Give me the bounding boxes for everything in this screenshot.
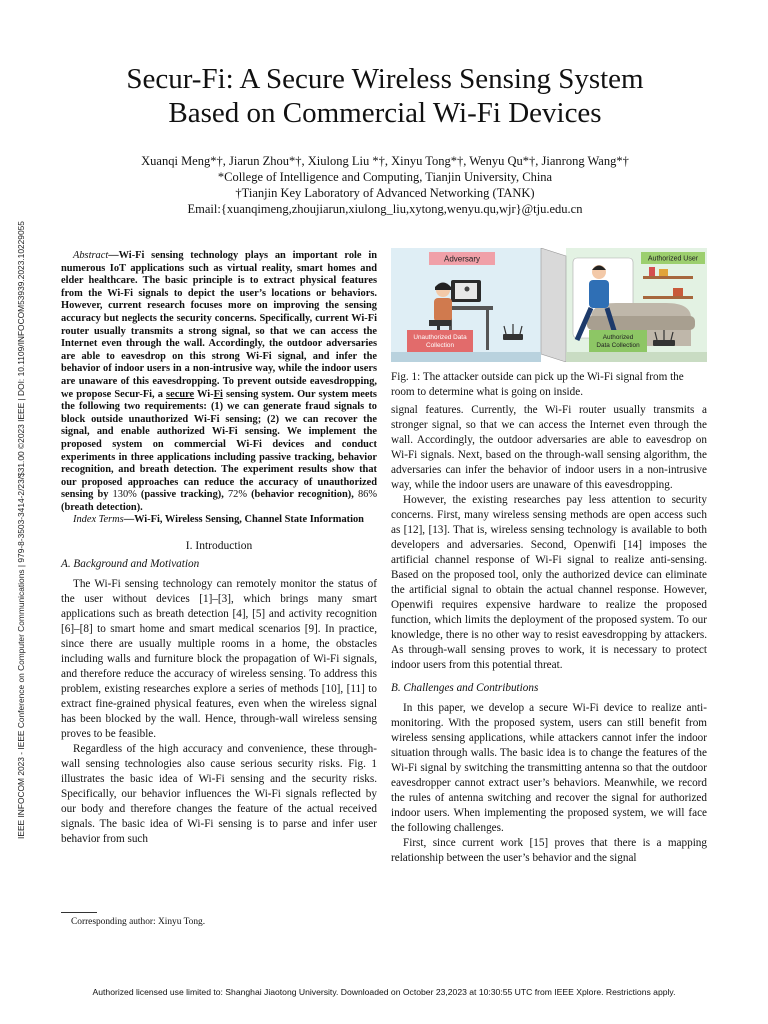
download-footer: Authorized licensed use limited to: Shanghai Jiaotong University. Downloaded on October 23,2023 at 10:30:55 UTC from IEEE Xplore. Restrictions apply. xyxy=(92,987,676,997)
affiliation-1: *College of Intelligence and Computing, Tianjin University, China xyxy=(217,170,553,184)
sofa-seat xyxy=(587,316,695,330)
paragraph-r2: However, the existing researches pay less attention to security concerns. First, many wireless sensing methods are open access such as [12], [13]. That is, wireless sensing technology is available to both developers and adversaries. Second, Openwifi [14] imposes the artificial channel response of Wi-Fi signal to realize anti-sensing. Based on the proposed tool, only the authorized device can eliminate the artificial signal to obtain the actual channel response. However, Openwifi requires expensive hardware to realize the proposed function, which limits the deployment of the proposed system. To our knowledge, there is no other way to resist eavesdropping by attackers. As through-wall sensing proves to work, it is necessary to protect indoor users from this potential threat. xyxy=(391,494,707,671)
email-line: Email:{xuanqimeng,zhoujiarun,xiulong_liu,xytong,wenyu.qu,wjr}@tju.edu.cn xyxy=(187,202,583,216)
abstract-label: Abstract xyxy=(73,250,109,261)
unauthorized-collection-label: Unauthorized Data Collection xyxy=(413,334,467,349)
indoor-router xyxy=(653,340,675,346)
index-terms-label: Index Terms xyxy=(73,514,124,526)
shelf-item-2 xyxy=(659,269,668,276)
wall xyxy=(541,248,566,362)
adversary-body xyxy=(434,298,452,322)
paragraph-b2: First, since current work [15] proves that there is a mapping relationship between the user’s behavior and the signal xyxy=(391,837,707,864)
author-block xyxy=(60,153,710,217)
shelf-bottom xyxy=(643,296,693,299)
user-body xyxy=(589,280,609,308)
adversary-chair-seat xyxy=(429,320,451,326)
title-line-1: Secur-Fi: A Secure Wireless Sensing System xyxy=(126,63,644,95)
paragraph-b1: In this paper, we develop a secure Wi-Fi device to realize anti-monitoring. With the proposed system, users can still benefit from wireless sensing applications, while attackers cannot infer the indoor situation through walls. The basic idea is to change the features of the Wi-Fi signal by switching the transmitting antenna so that the outdoor eavesdropper cannot extract user’s behaviors. Meanwhile, we record the rules of antenna switching and recover the signal for authorized indoor users. When implementing the proposed system, we will face the following challenges. xyxy=(391,702,707,834)
affiliation-2: †Tianjin Key Laboratory of Advanced Networking (TANK) xyxy=(235,186,535,200)
screen-person-icon xyxy=(465,287,470,292)
title-line-2: Based on Commercial Wi-Fi Devices xyxy=(168,97,602,129)
shelf-item-3 xyxy=(673,288,683,296)
indoor-floor xyxy=(566,352,707,362)
author-list: Xuanqi Meng*†, Jiarun Zhou*†, Xiulong Liu *†, Xinyu Tong*†, Wenyu Qu*†, Jianrong Wang*† xyxy=(141,154,629,168)
desk-leg-right xyxy=(486,310,489,350)
outdoor-floor xyxy=(391,352,541,362)
subsection-heading-a: A. Background and Motivation xyxy=(61,558,200,571)
sidebar-citation-text: IEEE INFOCOM 2023 - IEEE Conference on Computer Communications | 979-8-3503-3414-2/23/$31.00 ©2023 IEEE | DOI: 10.1109/INFOCOM53939.2023.10229055 xyxy=(16,221,26,839)
right-column xyxy=(391,403,707,866)
figure-1-caption: Fig. 1: The attacker outside can pick up the Wi-Fi signal from the room to determine what is going on inside. xyxy=(391,371,684,398)
authorized-collection-label: Authorized Data Collection xyxy=(596,334,640,349)
subsection-heading-b: B. Challenges and Contributions xyxy=(391,682,539,694)
index-terms: Index Terms—Wi-Fi, Wireless Sensing, Channel State Information xyxy=(73,514,364,526)
footnote: Corresponding author: Xinyu Tong. xyxy=(71,917,206,927)
sidebar-citation xyxy=(14,160,28,900)
shelf-item-1 xyxy=(649,267,655,276)
authorized-user-label: Authorized User xyxy=(647,255,699,263)
footnote-rule xyxy=(61,912,97,913)
abstract: Abstract—Wi-Fi sensing technology plays an important role in numerous IoT applications such as virtual reality, smart homes and elder healthcare. The basic principle is to extract physical features from the Wi-Fi signals to depict the user’s locations or behaviors. However, current research focuses more on improving the sensing accuracy but neglects the security concerns. Specifically, current Wi-Fi router usually transmits a strong signal, so that we can access the Internet even through the wall. Accordingly, the outdoor adversaries are able to eavesdrop on this strong Wi-Fi signal, and infer the behavior of indoor users in a non-intrusive way, while the indoor users are unaware of this eavesdropping. To prevent outside eavesdropping, we propose Secur-Fi, a secure Wi-Fi sensing system. Our system meets the following two requirements: (1) we can generate fraud signals to block outside unauthorized Wi-Fi sensing; (2) we can recover the signal, and enable authorized Wi-Fi sensing. We implement the proposed system on commercial Wi-Fi devices and conduct experiments in three applications including passive tracking, behavior recognition, and breath detection. The experiment results show that our proposed approaches can reduce the accuracy of unauthorized sensing by 130% (passive tracking), 72% (behavior recognition), 86% (breath detection). xyxy=(61,250,377,513)
paragraph-a2: Regardless of the high accuracy and convenience, these through-wall sensing technologies also cause serious security risks. Fig. 1 illustrates the basic idea of Wi-Fi sensing and the security risks. Specifically, our behavior influences the Wi-Fi signals reflected by our body and therefore changes the feature of the actual received signals. The basic idea of Wi-Fi sensing is to parse and infer user behavior from such xyxy=(61,743,377,846)
section-heading-introduction: I. Introduction xyxy=(185,540,253,553)
figure-1-illustration xyxy=(391,248,707,362)
paragraph-a1: The Wi-Fi sensing technology can remotely monitor the status of the user without devices [1]–[3], which brings many smart applications such as breath detection [4], [5] and activity recognition [6]–[8] to smart home and smart medical scenarios [9]. In practice, since there are usually multiple rooms in a home, the obstacles including walls and furniture block the propagation of Wi-Fi signals, and therefore reduce the accuracy of wireless sensing. To address this problem, existing researches explore a series of methods [10], [11] to extract fine-grained physical features, even when the wireless signal has been blocked by the wall. Hence, through-wall wireless sensing proves to be feasible. xyxy=(61,578,377,741)
adversary-label: Adversary xyxy=(443,254,481,264)
shelf-top xyxy=(643,276,693,279)
paper-title xyxy=(60,62,710,130)
paragraph-r1: signal features. Currently, the Wi-Fi router usually transmits a stronger signal, so that we can access the Internet even through the wall. Accordingly, the outdoor adversaries are able to eavesdrop on Wi-Fi signals. Next, based on the through-wall sensing algorithm, the adversaries can infer the behavior of indoor users in a non-intrusive way, while the indoor users are unaware of this eavesdropping. xyxy=(391,404,707,491)
left-column xyxy=(61,250,377,847)
adversary-receiver xyxy=(503,334,523,340)
